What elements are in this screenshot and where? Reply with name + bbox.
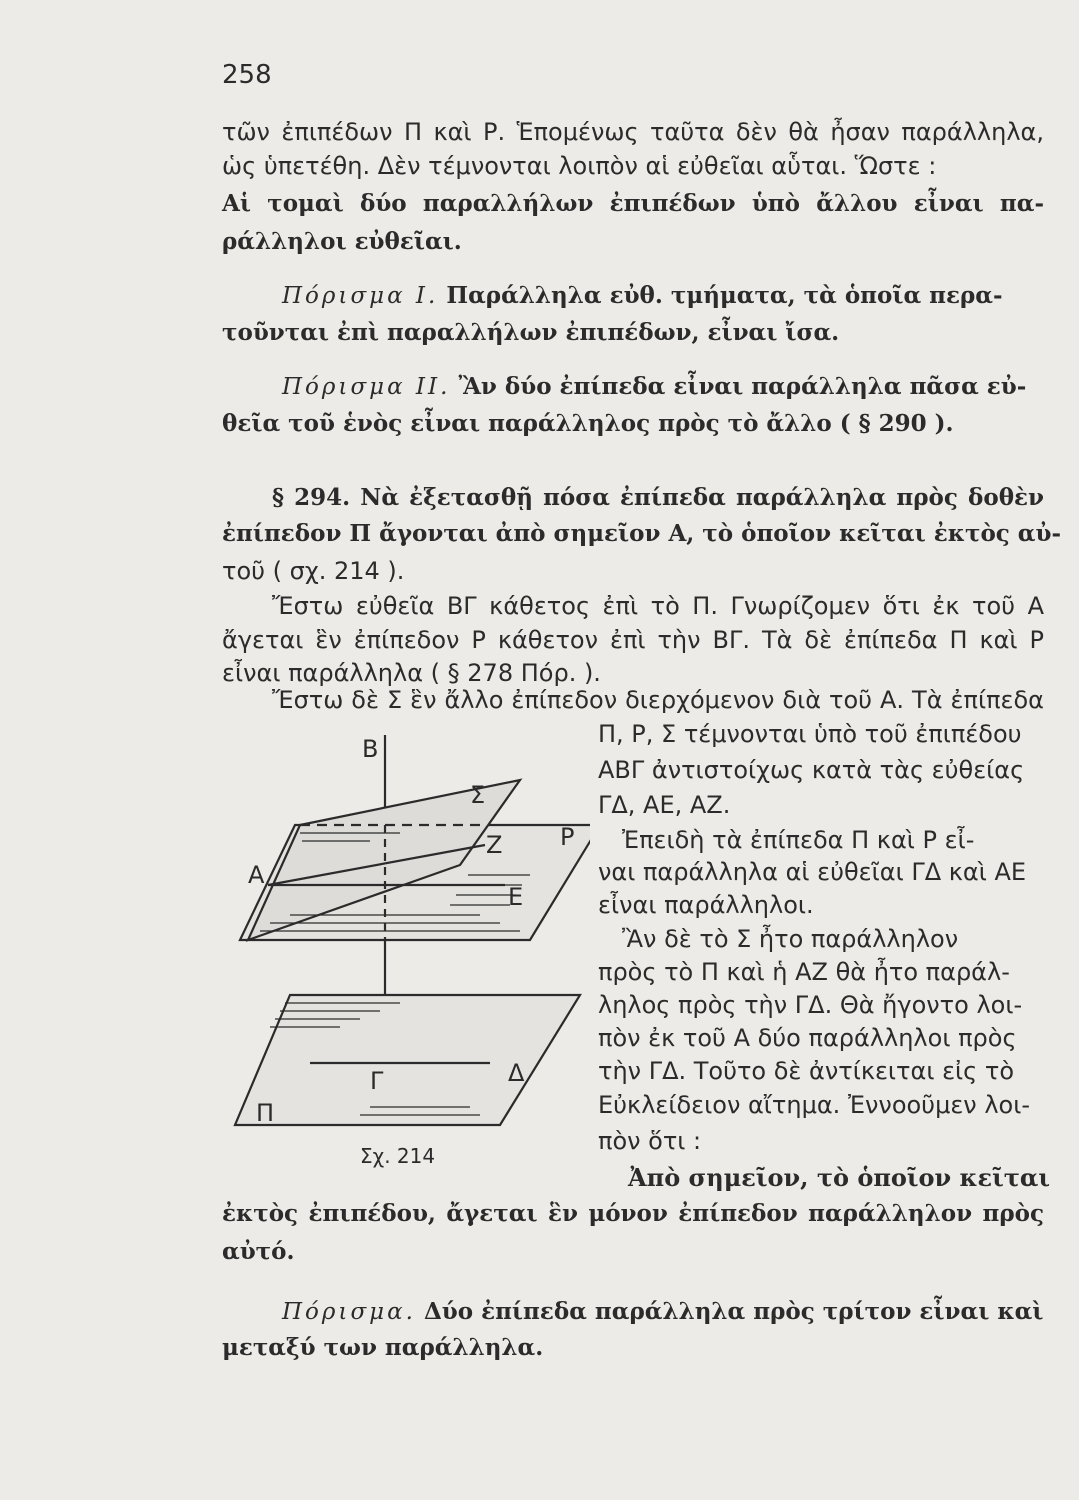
corollary-3-line-2: μεταξύ των παράλληλα. xyxy=(222,1334,544,1361)
corollary-1-text: Παράλληλα εὐθ. τμήματα, τὰ ὁποῖα περα- xyxy=(446,282,1003,309)
corollary-1-line-2: τοῦνται ἐπὶ παραλλήλων ἐπιπέδων, εἶναι ἴσα. xyxy=(222,319,840,346)
corollary-1-label: Πόρισμα Ι. xyxy=(282,283,439,309)
label-b: Β xyxy=(362,735,379,763)
text-line: πρὸς τὸ Π καὶ ἡ ΑΖ θὰ ἦτο παράλ- xyxy=(598,958,1010,986)
label-sigma: Σ xyxy=(470,781,486,809)
corollary-1-line xyxy=(282,280,1044,312)
text-line: Ἐπειδὴ τὰ ἐπίπεδα Π καὶ Ρ εἶ- xyxy=(622,826,975,854)
figure-214 xyxy=(230,725,590,1170)
text-line: Εὐκλείδειον αἴτημα. Ἐννοοῦμεν λοι- xyxy=(598,1091,1031,1119)
label-rho: Ρ xyxy=(560,823,575,851)
section-heading-line: ἐπίπεδον Π ἄγονται ἀπὸ σημεῖον Α, τὸ ὁποῖον κεῖται ἐκτὸς αὐ- xyxy=(222,520,1061,547)
text-line: ἄγεται ἓν ἐπίπεδον Ρ κάθετον ἐπὶ τὴν ΒΓ. Τὰ δὲ ἐπίπεδα Π καὶ Ρ xyxy=(222,626,1044,654)
corollary-3-text: Δύο ἐπίπεδα παράλληλα πρὸς τρίτον εἶναι καὶ xyxy=(423,1298,1044,1325)
label-e: Ε xyxy=(508,883,524,911)
section-heading-line: τοῦ ( σχ. 214 ). xyxy=(222,557,405,585)
text-line: ΓΔ, ΑΕ, ΑΖ. xyxy=(598,791,731,819)
corollary-2-line-2: θεῖα τοῦ ἑνὸς εἶναι παράλληλος πρὸς τὸ ἄλλο ( § 290 ). xyxy=(222,410,954,437)
corollary-2-text: Ἂν δύο ἐπίπεδα εἶναι παράλληλα πᾶσα εὐ- xyxy=(458,373,1027,400)
text-line: ληλος πρὸς τὴν ΓΔ. Θὰ ἤγοντο λοι- xyxy=(598,991,1023,1019)
text-line: τῶν ἐπιπέδων Π καὶ Ρ. Ἑπομένως ταῦτα δὲν θὰ ἦσαν παράλληλα, xyxy=(222,118,1044,146)
text-line: ὡς ὑπετέθη. Δὲν τέμνονται λοιπὸν αἱ εὐθεῖαι αὗται. Ὥστε : xyxy=(222,152,937,180)
text-line: ΑΒΓ ἀντιστοίχως κατὰ τὰς εὐθείας xyxy=(598,756,1025,784)
text-line: πὸν ὅτι : xyxy=(598,1127,702,1155)
figure-caption: Σχ. 214 xyxy=(360,1144,436,1168)
theorem-line: Ἀπὸ σημεῖον, τὸ ὁποῖον κεῖται xyxy=(628,1163,1050,1192)
label-pi: Π xyxy=(256,1099,275,1127)
label-delta: Δ xyxy=(508,1059,525,1087)
theorem-line: αὐτό. xyxy=(222,1238,295,1265)
text-line: εἶναι παράλληλα ( § 278 Πόρ. ). xyxy=(222,659,601,687)
text-line: εἶναι παράλληλοι. xyxy=(598,891,814,919)
text-line: ναι παράλληλα αἱ εὐθεῖαι ΓΔ καὶ ΑΕ xyxy=(598,858,1027,886)
corollary-3-label: Πόρισμα. xyxy=(282,1299,416,1325)
page-number: 258 xyxy=(222,60,272,90)
corollary-2-line xyxy=(282,371,1044,403)
theorem-line: ἐκτὸς ἐπιπέδου, ἄγεται ἓν μόνον ἐπίπεδον παράλληλον πρὸς xyxy=(222,1200,1044,1227)
text-line: τὴν ΓΔ. Τοῦτο δὲ ἀντίκειται εἰς τὸ xyxy=(598,1057,1015,1085)
plane-pi xyxy=(235,995,580,1125)
label-a: Α xyxy=(248,861,265,889)
corollary-3-line xyxy=(282,1296,1044,1328)
text-line: πὸν ἐκ τοῦ Α δύο παράλληλοι πρὸς xyxy=(598,1024,1017,1052)
corollary-2-label: Πόρισμα ΙΙ. xyxy=(282,374,451,400)
label-z: Ζ xyxy=(486,831,503,859)
section-heading-line: § 294. Νὰ ἐξετασθῇ πόσα ἐπίπεδα παράλληλα πρὸς δοθὲν xyxy=(272,484,1044,511)
theorem-line: ράλληλοι εὐθεῖαι. xyxy=(222,228,462,255)
text-line: Ἂν δὲ τὸ Σ ἦτο παράλληλον xyxy=(622,925,959,953)
theorem-line: Αἱ τομαὶ δύο παραλλήλων ἐπιπέδων ὑπὸ ἄλλου εἶναι πα- xyxy=(222,190,1044,217)
text-line: Π, Ρ, Σ τέμνονται ὑπὸ τοῦ ἐπιπέδου xyxy=(598,720,1022,748)
text-line: Ἔστω εὐθεῖα ΒΓ κάθετος ἐπὶ τὸ Π. Γνωρίζομεν ὅτι ἐκ τοῦ Α xyxy=(272,592,1044,620)
label-gamma: Γ xyxy=(370,1067,384,1095)
text-line: Ἔστω δὲ Σ ἓν ἄλλο ἐπίπεδον διερχόμενον διὰ τοῦ Α. Τὰ ἐπίπεδα xyxy=(272,686,1044,714)
